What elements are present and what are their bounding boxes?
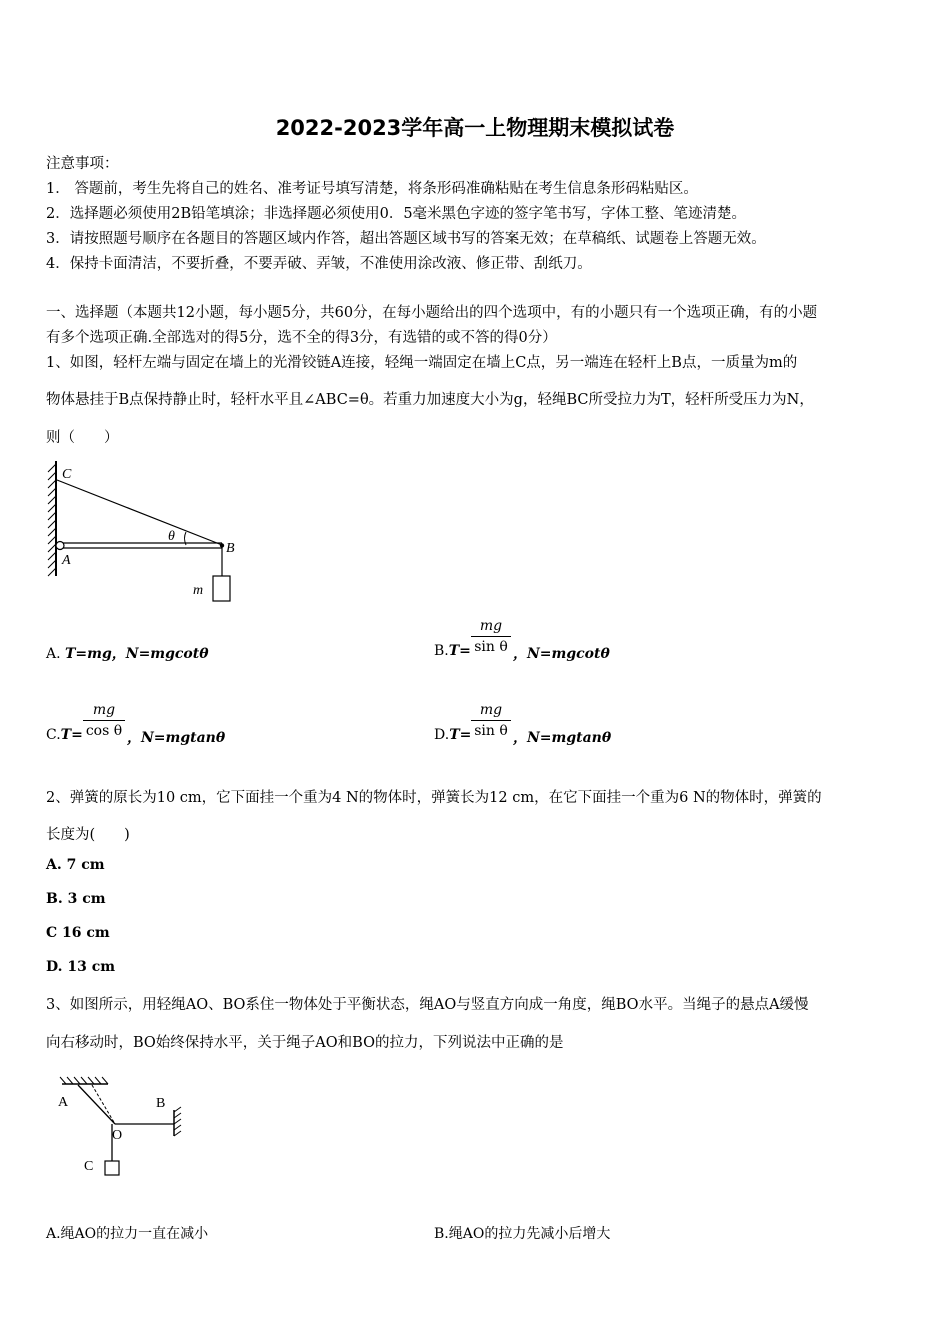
option-lhs: T= (448, 643, 471, 659)
q1-option-c-fraction (83, 702, 125, 739)
option-letter: D. (434, 727, 450, 743)
fig1-label-theta: θ (168, 529, 175, 544)
fig3-label-o: O (112, 1128, 123, 1143)
fig3-label-b: B (156, 1096, 166, 1111)
q3-stem-line2: 向右移动时，BO始终保持水平，关于绳子AO和BO的拉力，下列说法中正确的是 (46, 1035, 564, 1051)
fig1-label-a: A (62, 553, 71, 568)
q2-stem-line1: 2、弹簧的原长为10 cm，它下面挂一个重为4 N的物体时，弹簧长为12 cm，在它下面挂一个重为6 N的物体时，弹簧的 (46, 790, 822, 806)
fig1-label-m: m (193, 583, 204, 598)
fraction-denominator: cos θ (85, 723, 123, 739)
notice-item: 3．请按照题号顺序在各题目的答题区域内作答，超出答题区域书写的答案无效；在草稿纸、试题卷上答题无效。 (46, 231, 766, 247)
q1-stem-line2: 物体悬挂于B点保持静止时，轻杆水平且∠ABC=θ。若重力加速度大小为g，轻绳BC所受拉力为T，轻杆所受压力为N， (46, 392, 814, 408)
fraction-denominator: sin θ (474, 723, 508, 739)
q1-figure (40, 456, 250, 606)
notice-item: 4．保持卡面清洁，不要折叠，不要弄破、弄皱，不准使用涂改液、修正带、刮纸刀。 (46, 256, 592, 272)
notice-item: 1． 答题前，考生先将自己的姓名、准考证号填写清楚，将条形码准确粘贴在考生信息条形码粘贴区。 (46, 181, 698, 197)
q1-option-b-rest: ，N=mgcotθ (513, 646, 610, 662)
notice-heading: 注意事项： (46, 156, 119, 172)
q1-option-c (46, 727, 83, 743)
fraction-numerator: mg (471, 702, 511, 721)
q1-option-c-rest: ，N=mgtanθ (127, 730, 226, 746)
fig1-label-c: C (62, 467, 72, 482)
q1-option-a (46, 643, 209, 663)
notice-item: 2．选择题必须使用2B铅笔填涂；非选择题必须使用0．5毫米黑色字迹的签字笔书写，字体工整、笔迹清楚。 (46, 206, 747, 222)
fig1-label-b: B (226, 541, 235, 556)
q1-option-b-fraction (471, 618, 511, 655)
option-lhs: T= (449, 727, 472, 743)
q2-stem-line2: 长度为( ) (46, 827, 130, 843)
section-heading-line2: 有多个选项正确.全部选对的得5分，选不全的得3分，有选错的或不答的得0分） (46, 330, 557, 346)
option-letter: B. (434, 643, 449, 659)
option-lhs: T= (60, 727, 83, 743)
q1-stem-line3: 则（ ） (46, 430, 119, 446)
q1-option-d (434, 727, 471, 743)
q1-option-d-fraction (471, 702, 511, 739)
q2-option-a: A. 7 cm (46, 857, 105, 873)
option-text: T=mg，N=mgcotθ (65, 646, 209, 662)
q3-figure (50, 1072, 200, 1182)
q2-option-c: C 16 cm (46, 925, 110, 941)
fraction-numerator: mg (83, 702, 125, 721)
q1-option-b (434, 643, 471, 659)
fraction-numerator: mg (471, 618, 511, 637)
q3-option-a: A.绳AO的拉力一直在减小 (46, 1226, 209, 1242)
q3-option-b: B.绳AO的拉力先减小后增大 (434, 1226, 611, 1242)
fraction-denominator: sin θ (474, 639, 508, 655)
q2-option-d: D. 13 cm (46, 959, 116, 975)
option-letter: A. (46, 646, 61, 662)
page-title: 2022-2023学年高一上物理期末模拟试卷 (275, 116, 675, 140)
fig3-label-c: C (84, 1159, 94, 1174)
option-letter: C. (46, 727, 61, 743)
section-heading-line1: 一、选择题（本题共12小题，每小题5分，共60分，在每小题给出的四个选项中，有的小题只有一个选项正确，有的小题 (46, 305, 818, 321)
q2-option-b: B. 3 cm (46, 891, 106, 907)
q1-option-d-rest: ，N=mgtanθ (513, 730, 612, 746)
q3-stem-line1: 3、如图所示，用轻绳AO、BO系住一物体处于平衡状态，绳AO与竖直方向成一角度，绳BO水平。当绳子的悬点A缓慢 (46, 997, 809, 1013)
q1-stem-line1: 1、如图，轻杆左端与固定在墙上的光滑铰链A连接，轻绳一端固定在墙上C点，另一端连在轻杆上B点，一质量为m的 (46, 355, 798, 371)
fig3-label-a: A (58, 1095, 69, 1110)
